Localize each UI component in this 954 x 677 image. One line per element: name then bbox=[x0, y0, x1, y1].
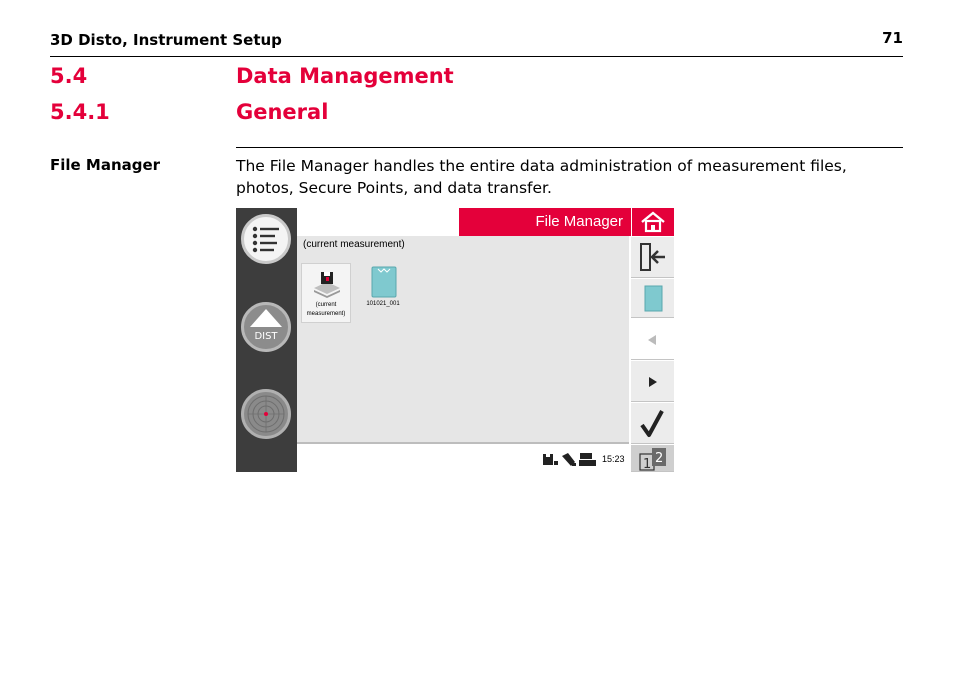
arrow-right-icon bbox=[631, 361, 674, 403]
dist-button[interactable] bbox=[241, 302, 291, 352]
home-icon bbox=[632, 208, 674, 236]
left-sidebar bbox=[236, 208, 297, 472]
file-manager-screenshot bbox=[236, 208, 674, 472]
page-switch-icon bbox=[631, 445, 674, 472]
path-bar bbox=[297, 236, 629, 260]
next-button[interactable] bbox=[631, 360, 674, 402]
target-button[interactable] bbox=[241, 389, 291, 439]
status-bar bbox=[297, 446, 629, 472]
home-button[interactable] bbox=[631, 208, 674, 236]
dist-label: DIST bbox=[254, 331, 278, 342]
exit-button[interactable] bbox=[631, 236, 674, 278]
current-path: (current measurement) bbox=[303, 239, 405, 250]
file-button[interactable] bbox=[631, 278, 674, 318]
subsection-number: 5.4.1 bbox=[50, 100, 110, 124]
menu-button[interactable] bbox=[241, 214, 291, 264]
status-icons bbox=[542, 450, 602, 470]
file-icon bbox=[369, 265, 399, 299]
section-title: Data Management bbox=[236, 64, 454, 88]
screen-title: File Manager bbox=[459, 208, 631, 236]
file-icon bbox=[631, 279, 674, 319]
file-list-area bbox=[297, 260, 629, 444]
section-rule bbox=[236, 147, 903, 148]
file-label: 101021_001 bbox=[366, 301, 400, 307]
target-icon bbox=[244, 392, 288, 436]
svg-text:1: 1 bbox=[643, 457, 652, 472]
page-number: 71 bbox=[882, 29, 903, 47]
header-rule bbox=[50, 56, 903, 57]
subsection-title: General bbox=[236, 100, 329, 124]
file-item-101021[interactable] bbox=[358, 263, 408, 323]
svg-text:2: 2 bbox=[655, 451, 664, 466]
list-menu-icon bbox=[244, 217, 288, 261]
measurement-folder-icon bbox=[312, 268, 342, 300]
file-label-line2: measurement) bbox=[306, 311, 346, 317]
confirm-button[interactable] bbox=[631, 402, 674, 444]
status-time: 15:23 bbox=[602, 454, 625, 464]
page-switch-button[interactable] bbox=[631, 444, 674, 472]
side-label: File Manager bbox=[50, 156, 161, 174]
section-number: 5.4 bbox=[50, 64, 88, 88]
body-paragraph: The File Manager handles the entire data administration of measurement files, photos, Secure Points, and data transfer. bbox=[236, 157, 847, 197]
file-item-current-measurement[interactable] bbox=[301, 263, 351, 323]
arrow-left-icon bbox=[631, 319, 674, 361]
file-label-line1: (current bbox=[315, 302, 337, 308]
triangle-up-icon bbox=[244, 305, 288, 349]
exit-icon bbox=[631, 237, 674, 277]
previous-button[interactable] bbox=[631, 318, 674, 360]
running-header-title: 3D Disto, Instrument Setup bbox=[50, 31, 282, 49]
checkmark-icon bbox=[631, 403, 674, 445]
